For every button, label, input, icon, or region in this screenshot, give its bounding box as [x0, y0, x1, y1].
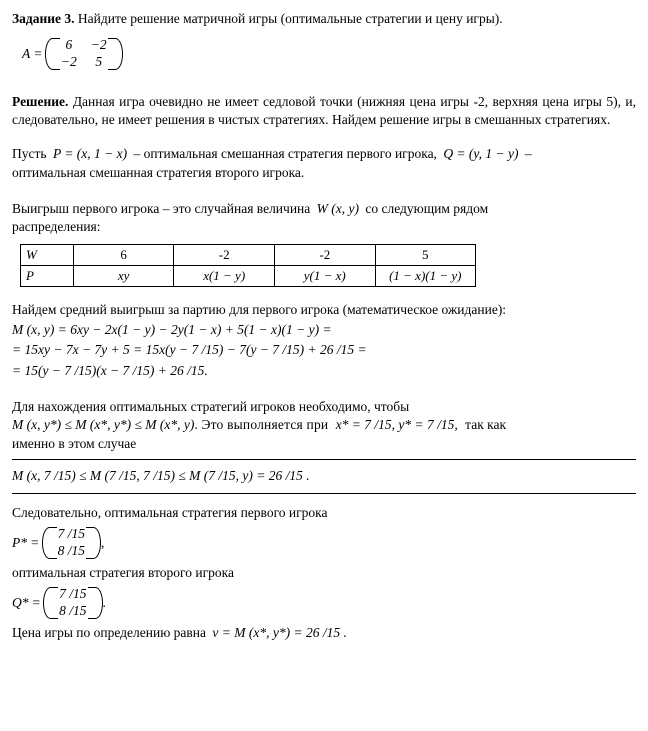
- expected-value-intro: Найдем средний выигрыш за партию для первого игрока (математическое ожидание):: [12, 302, 507, 318]
- P-star-equals: =: [31, 534, 39, 550]
- matrix-a-equals: =: [34, 45, 42, 61]
- dist-header-p: P: [21, 266, 74, 287]
- strategies-definition: [12, 145, 636, 181]
- win-text-2: со следующим рядом: [365, 200, 489, 216]
- dist-cell-p: xy: [73, 266, 173, 287]
- right-paren-icon: [114, 37, 123, 71]
- Q-star-trailing: .: [102, 594, 106, 610]
- first-player-text: – оптимальная смешанная стратегия первого игрока,: [133, 146, 437, 162]
- right-paren-icon: [92, 526, 101, 560]
- dash: –: [524, 146, 532, 162]
- win-variable-paragraph: [12, 200, 636, 236]
- conclusion-text-1: Следовательно, оптимальная стратегия первого игрока: [12, 504, 328, 520]
- matrix-cell: −2: [90, 37, 107, 53]
- solution-text: Данная игра очевидно не имеет седловой точки (нижняя цена игры -2, верхняя цена игры 5), и, следовательно, не имеет решения в чистых стратегиях. Найдем решение игры в смешанных стратегиях.: [12, 93, 637, 128]
- win-text-1: Выигрыш первого игрока – это случайная величина: [12, 200, 311, 216]
- key-inequality: M (x, 7 /15) ≤ M (7 /15, 7 /15) ≤ M (7 /15, y) = 26 /15 .: [12, 467, 310, 483]
- game-price-text: Цена игры по определению равна: [12, 624, 207, 640]
- dist-header-w: W: [21, 245, 74, 266]
- optimality-condition-section: [12, 398, 636, 453]
- dist-cell-p: y(1 − x): [274, 266, 375, 287]
- dist-cell-w: 5: [375, 245, 475, 266]
- vector-cell: 7 /15: [57, 526, 86, 542]
- task-label: Задание 3.: [12, 11, 75, 26]
- table-row: [21, 245, 476, 266]
- win-variable: W (x, y): [316, 200, 359, 216]
- expected-value-equation: M (x, y) = 6xy − 2x(1 − y) − 2y(1 − x) + 5(1 − x)(1 − y) =: [12, 321, 332, 337]
- right-paren-icon: [94, 586, 103, 620]
- dist-cell-p: (1 − x)(1 − y): [375, 266, 475, 287]
- optimality-inequality: M (x, y*) ≤ M (x*, y*) ≤ M (x*, y): [12, 417, 195, 433]
- matrix-a-name: A: [22, 45, 31, 61]
- P-star-trailing: ,: [101, 534, 105, 550]
- left-paren-icon: [45, 37, 54, 71]
- solution-intro: [12, 93, 636, 129]
- dist-cell-p: x(1 − y): [174, 266, 275, 287]
- optimality-text-2: так как: [465, 417, 507, 433]
- Q-star-line: [12, 586, 636, 620]
- optimality-intro: Для нахождения оптимальных стратегий игроков необходимо, чтобы: [12, 399, 410, 415]
- P-star-line: [12, 526, 636, 560]
- conclusion-second-player: [12, 564, 636, 582]
- task-text: Найдите решение матричной игры (оптимальные стратегии и цену игры).: [77, 11, 503, 26]
- vector-cell: 7 /15: [59, 586, 87, 602]
- dist-cell-w: -2: [174, 245, 275, 266]
- optimality-values: x* = 7 /15, y* = 7 /15,: [335, 417, 458, 433]
- expected-value-equation: = 15xy − 7x − 7y + 5 = 15x(y − 7 /15) − 7(y − 7 /15) + 26 /15 =: [12, 342, 367, 358]
- second-player-text: оптимальная смешанная стратегия второго игрока.: [12, 164, 305, 180]
- dist-cell-w: -2: [274, 245, 375, 266]
- dist-cell-w: 6: [73, 245, 173, 266]
- game-price-line: [12, 624, 636, 642]
- left-paren-icon: [42, 526, 51, 560]
- matrix-cell: −2: [60, 54, 77, 70]
- table-row: [21, 266, 476, 287]
- optimality-text-1: . Это выполняется при: [194, 417, 329, 433]
- matrix-cell: 5: [95, 54, 103, 70]
- P-star-vector: [12, 526, 104, 560]
- P-star-name: P*: [12, 534, 27, 550]
- optimality-text-3: именно в этом случае: [12, 435, 137, 451]
- matrix-a-body: [54, 37, 114, 71]
- matrix-cell: 6: [65, 37, 73, 53]
- matrix-a: [22, 37, 123, 71]
- vector-cell: 8 /15: [57, 542, 86, 558]
- P-definition: P = (x, 1 − x): [52, 146, 128, 162]
- Q-star-vector: [12, 586, 106, 620]
- matrix-a-line: [22, 37, 636, 71]
- vector-cell: 8 /15: [59, 602, 87, 618]
- conclusion-text-2: оптимальная стратегия второго игрока: [12, 564, 234, 580]
- table-row: [54, 37, 114, 54]
- let-word: Пусть: [12, 146, 47, 162]
- Q-star-equals: =: [32, 594, 41, 610]
- optimality-condition-line: [12, 416, 636, 452]
- Q-star-name: Q*: [12, 594, 29, 610]
- expected-value-equation: = 15(y − 7 /15)(x − 7 /15) + 26 /15.: [12, 363, 208, 379]
- expected-value-section: [12, 301, 636, 382]
- divider-top: [12, 459, 636, 460]
- Q-definition: Q = (y, 1 − y): [443, 146, 519, 162]
- distribution-table: [20, 244, 476, 287]
- left-paren-icon: [43, 586, 52, 620]
- conclusion-first-player: [12, 504, 636, 522]
- win-text-3: распределения:: [12, 219, 101, 235]
- table-row: [54, 54, 114, 71]
- solution-label: Решение.: [12, 93, 69, 109]
- task-statement: [12, 10, 636, 28]
- game-price-formula: v = M (x*, y*) = 26 /15 .: [212, 624, 347, 640]
- divider-bottom: [12, 493, 636, 494]
